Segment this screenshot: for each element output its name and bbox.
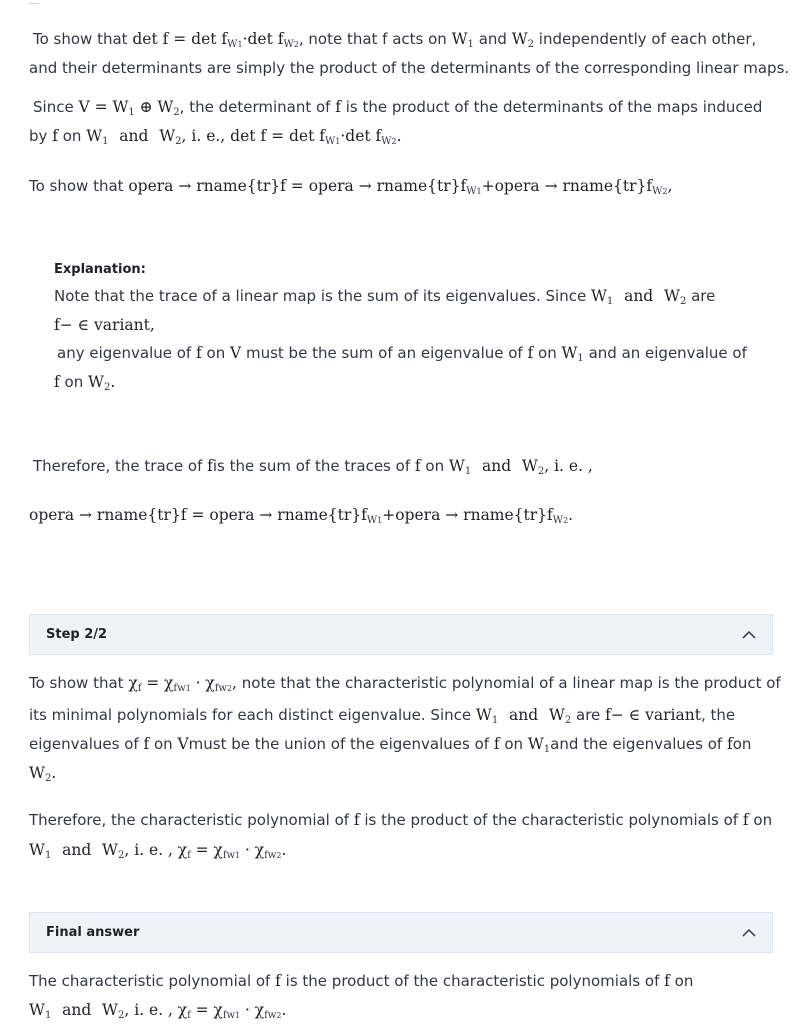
step-line-1: To show that $\chi_f = \chi_{fw1} \cdot \chi_{fw2}$, note that the characteristic polynomial of a linear map is the product of: [29, 674, 781, 694]
final-answer-line-1: The characteristic polynomial of f is the product of the characteristic polynomials of f on: [29, 972, 694, 990]
trace-conclusion: Therefore, the trace of fis the sum of the traces of f on $W_1$ and $W_2$, i. e. ,: [33, 457, 593, 477]
final-answer-line-2: $W_1$ and $W_2$, i. e. , $\chi_f = \chi_{fw1} \cdot \chi_{fw2}$.: [29, 1001, 287, 1021]
chevron-up-icon[interactable]: [742, 628, 756, 642]
char-poly-conclusion-line-1: Therefore, the characteristic polynomial of f is the product of the characteristic polynomials of f on: [29, 811, 773, 829]
explanation-line-4: f on $W_2$.: [54, 373, 116, 393]
det-statement-line-1: To show that $\det f = \det f_{W1}\cdot\det$ $f_{W2}$, note that f acts on $W_1$ and $W_2$ independently of each other,: [33, 30, 757, 50]
trace-statement: To show that opera → rname{tr}f = opera → $rname\{tr\}f_{W1}+opera$ → $rname\{tr\}f_{W2}$,: [29, 177, 673, 197]
top-edge-fragment: [29, 0, 39, 4]
step-line-3: eigenvalues of f on Vmust be the union of the eigenvalues of f on $W_1and$ the eigenvalues of fon: [29, 735, 752, 755]
direct-sum-line-2: by f on $W_1$ and $W_2$, i. e., $\det f = \det f_{W1}\cdot\det$ $f_{W2}$.: [29, 127, 402, 147]
explanation-line-3: any eigenvalue of f on V must be the sum of an eigenvalue of f on $W_1$ and an eigenvalue of: [57, 344, 747, 364]
final-answer-title: Final answer: [46, 925, 140, 940]
step-2-header[interactable]: [29, 614, 773, 655]
trace-equation: opera → rname{tr}f = opera → $rname\{tr\}f_{W1}+opera$ → $rname\{tr\}f_{W2}$.: [29, 506, 574, 526]
det-statement-line-2: and their determinants are simply the product of the determinants of the corresponding linear maps.: [29, 59, 790, 77]
explanation-line-2: f− ∈ variant,: [54, 316, 155, 334]
explanation-line-1: Note that the trace of a linear map is the sum of its eigenvalues. Since $W_1$ and $W_2$ are: [54, 287, 716, 307]
final-answer-header[interactable]: [29, 912, 773, 953]
step-title: Step 2/2: [46, 627, 108, 642]
char-poly-conclusion-line-2: $W_1$ and $W_2$, i. e. , $\chi_f = \chi_{fw1} \cdot \chi_{fw2}$.: [29, 841, 287, 861]
chevron-up-icon[interactable]: [742, 926, 756, 940]
explanation-label: Explanation:: [54, 262, 146, 277]
direct-sum-line-1: Since $V = W_1$ ⊕ $W_2$, the determinant of f is the product of the determinants of the maps induced: [33, 98, 763, 118]
step-line-2: its minimal polynomials for each distinct eigenvalue. Since $W_1$ and $W_2$ are f− ∈ variant, the: [29, 706, 736, 726]
step-line-4: $W_2$.: [29, 764, 57, 784]
